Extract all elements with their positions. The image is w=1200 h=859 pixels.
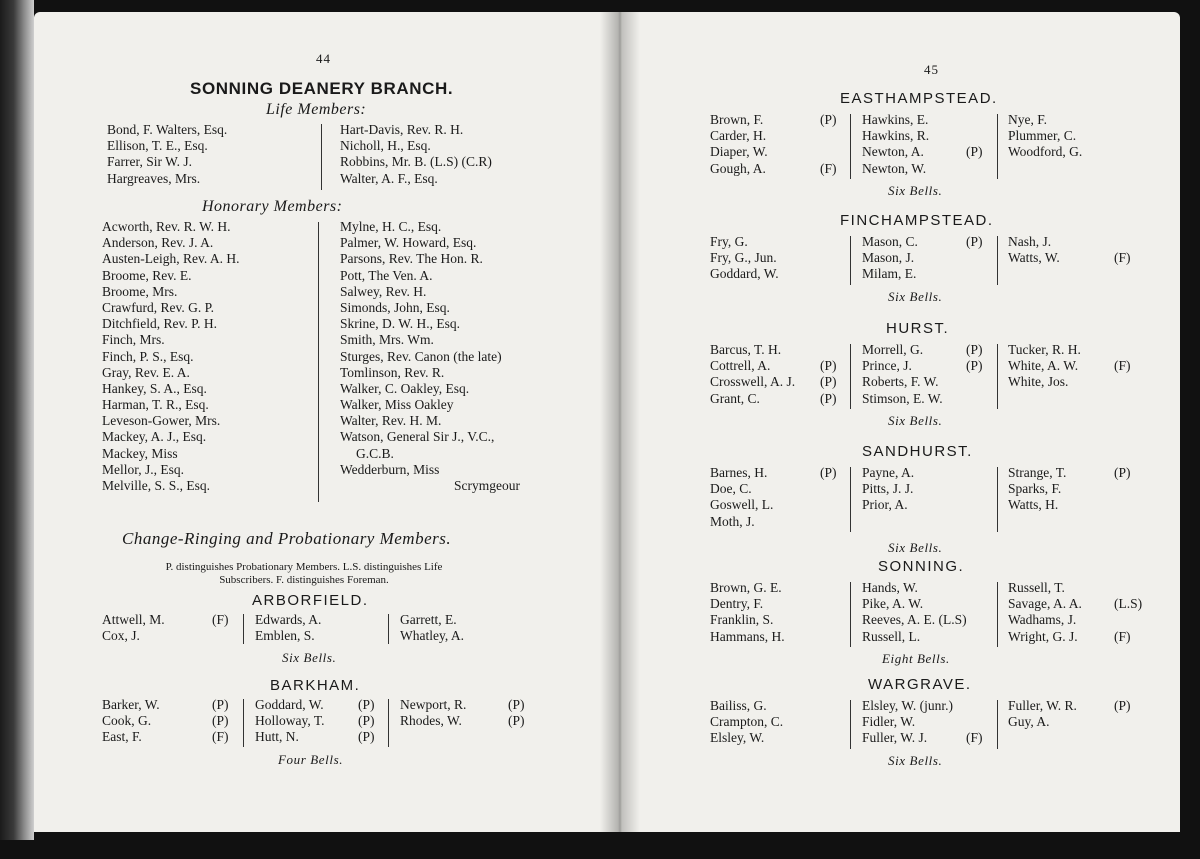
legend-line: Subscribers. F. distinguishes Foreman.: [219, 574, 389, 586]
member-name: Ditchfield, Rev. P. H.: [102, 316, 217, 332]
member-mark: (F): [1114, 250, 1131, 266]
member-mark: (P): [508, 713, 525, 729]
member-name: Hammans, H.: [710, 628, 785, 644]
member-mark: (P): [508, 697, 525, 712]
member-name: Walker, Miss Oakley: [340, 397, 454, 413]
member-name: Watts, H.: [1008, 497, 1059, 513]
finchampstead-col2-marks: [966, 234, 983, 283]
member-name: Whatley, A.: [400, 628, 464, 644]
member-name: Crampton, C.: [710, 714, 784, 730]
arborfield-col1-marks: [212, 612, 229, 644]
member-name: Harman, T. R., Esq.: [102, 397, 209, 413]
member-name: Mellor, J., Esq.: [102, 461, 184, 477]
member-name: Parsons, Rev. The Hon. R.: [340, 251, 483, 267]
member-name: Pott, The Ven. A.: [340, 267, 433, 283]
finchampstead-col3: [1008, 234, 1060, 266]
member-name: Rhodes, W.: [400, 713, 462, 729]
right-page: [620, 12, 1180, 832]
member-name: Hart-Davis, Rev. R. H.: [340, 122, 464, 137]
member-name: Goddard, W.: [710, 266, 779, 282]
finchampstead-col3-marks: [1114, 234, 1131, 266]
sonning-col3-marks: [1114, 580, 1142, 645]
member-mark: (L.S): [1114, 596, 1143, 612]
member-name: Elsley, W. (junr.): [862, 698, 953, 713]
member-mark: (P): [966, 342, 983, 357]
member-name: Diaper, W.: [710, 144, 768, 160]
easthampstead-col2-marks: [966, 112, 983, 177]
parish-heading-barkham: BARKHAM.: [270, 677, 361, 694]
member-name: Walter, A. F., Esq.: [340, 170, 438, 186]
member-mark: [820, 342, 837, 358]
hurst-col2: [862, 342, 943, 407]
member-mark: [820, 481, 837, 497]
member-name: Fuller, W. J.: [862, 730, 928, 746]
hurst-col3: [1008, 342, 1081, 391]
member-name: Walker, C. Oakley, Esq.: [340, 380, 470, 396]
member-name: Cook, G.: [102, 713, 152, 729]
bells-note: Four Bells.: [278, 752, 344, 767]
arborfield-col1: [102, 612, 165, 644]
hurst-col1: [710, 342, 795, 407]
member-name: Watts, W.: [1008, 250, 1060, 266]
member-name: Brown, G. E.: [710, 580, 782, 595]
bells-note: Six Bells.: [888, 412, 943, 428]
bells-note: Six Bells.: [282, 650, 337, 665]
left-page: [34, 12, 620, 832]
member-mark: [1114, 342, 1131, 358]
wargrave-col2-marks: [966, 698, 983, 747]
column-rule: [997, 344, 998, 409]
member-name: Stimson, E. W.: [862, 390, 943, 406]
member-mark: [1114, 612, 1142, 628]
legend-note: [74, 561, 534, 587]
member-mark: (F): [1114, 628, 1131, 644]
member-mark: [820, 144, 837, 160]
member-name: Barker, W.: [102, 697, 160, 712]
hurst-col1-marks: [820, 342, 837, 407]
sandhurst-col3: [1008, 465, 1066, 514]
member-name: Plummer, C.: [1008, 128, 1077, 144]
member-name: Melville, S. S., Esq.: [102, 478, 211, 493]
member-name: Strange, T.: [1008, 465, 1067, 480]
member-name: Farrer, Sir W. J.: [107, 154, 192, 170]
wargrave-col3-marks: [1114, 698, 1131, 730]
member-name: Hawkins, E.: [862, 112, 929, 127]
sandhurst-col3-marks: [1114, 465, 1131, 514]
member-name: Mackey, A. J., Esq.: [102, 429, 207, 445]
member-name: Broome, Rev. E.: [102, 267, 192, 283]
member-name: Ellison, T. E., Esq.: [107, 138, 208, 154]
member-name: Franklin, S.: [710, 612, 774, 628]
member-name: Sparks, F.: [1008, 481, 1062, 497]
bells-note: Six Bells.: [888, 752, 943, 768]
member-mark: (P): [1114, 698, 1131, 713]
life-members-col1: [107, 122, 227, 187]
member-name: Austen-Leigh, Rev. A. H.: [102, 251, 240, 267]
member-name: Mason, J.: [862, 250, 915, 266]
sandhurst-col2: [862, 465, 914, 514]
arborfield-col2: [255, 612, 321, 644]
member-mark: [966, 698, 983, 714]
member-name: Salwey, Rev. H.: [340, 283, 427, 299]
member-name: Woodford, G.: [1008, 144, 1083, 160]
parish-heading-wargrave: WARGRAVE.: [868, 676, 972, 693]
member-mark: (P): [358, 713, 375, 729]
member-mark: (F): [966, 730, 983, 746]
member-mark: [1114, 580, 1142, 596]
member-name: Smith, Mrs. Wm.: [340, 332, 434, 348]
column-rule: [997, 582, 998, 647]
member-name: Doe, C.: [710, 481, 752, 497]
member-name: Goswell, L.: [710, 497, 774, 513]
member-name: Hankey, S. A., Esq.: [102, 380, 207, 396]
member-name: Mylne, H. C., Esq.: [340, 219, 442, 234]
member-name: Finch, Mrs.: [102, 332, 165, 348]
member-name: Moth, J.: [710, 513, 755, 529]
column-rule: [997, 467, 998, 532]
member-mark: (P): [820, 358, 837, 374]
arborfield-col3: [400, 612, 464, 644]
sonning-col3: [1008, 580, 1082, 645]
member-name: Sturges, Rev. Canon (the late): [340, 348, 502, 364]
life-members-col2: [340, 122, 492, 187]
column-rule: [997, 236, 998, 285]
column-rule: [388, 699, 389, 747]
member-name: Hawkins, R.: [862, 128, 930, 144]
member-mark: (P): [966, 234, 983, 249]
member-name: Milam, E.: [862, 266, 917, 282]
member-name: Mason, C.: [862, 234, 918, 249]
bells-note: Eight Bells.: [882, 650, 950, 666]
column-rule: [243, 614, 244, 644]
hurst-col3-marks: [1114, 342, 1131, 391]
parish-heading-sandhurst: SANDHURST.: [862, 443, 973, 460]
member-name: White, Jos.: [1008, 374, 1069, 390]
member-mark: (P): [820, 390, 837, 406]
member-name: Nye, F.: [1008, 112, 1048, 127]
member-name: Morrell, G.: [862, 342, 924, 357]
member-mark: (P): [212, 697, 229, 712]
member-name: Mackey, Miss: [102, 445, 178, 461]
member-name: Skrine, D. W. H., Esq.: [340, 316, 461, 332]
member-name: Garrett, E.: [400, 612, 457, 627]
barkham-col1: [102, 697, 160, 746]
member-mark: [1114, 481, 1131, 497]
member-mark: [1114, 497, 1131, 513]
column-rule: [243, 699, 244, 747]
wargrave-col1: [710, 698, 783, 747]
member-name: Grant, C.: [710, 390, 760, 406]
member-name: Russell, T.: [1008, 580, 1065, 595]
easthampstead-col1-marks: [820, 112, 837, 177]
bells-note: Six Bells.: [888, 182, 943, 198]
member-mark: [966, 128, 983, 144]
wargrave-col3: [1008, 698, 1077, 730]
member-mark: [1114, 374, 1131, 390]
member-name: Fry, G., Jun.: [710, 250, 777, 266]
member-mark: (P): [1114, 465, 1131, 480]
member-name: Fidler, W.: [862, 714, 916, 730]
finchampstead-col1: [710, 234, 779, 283]
barkham-col3: [400, 697, 466, 729]
honorary-members-col1: [102, 219, 239, 494]
member-name: Fuller, W. R.: [1008, 698, 1077, 713]
member-name: Prior, A.: [862, 497, 908, 513]
hurst-col2-marks: [966, 342, 983, 407]
member-name: Prince, J.: [862, 358, 912, 374]
member-name: Finch, P. S., Esq.: [102, 348, 194, 364]
parish-heading-hurst: HURST.: [886, 320, 950, 337]
page-number: 45: [924, 62, 939, 77]
member-mark: [966, 374, 983, 390]
parish-heading-sonning: SONNING.: [878, 558, 965, 575]
member-mark: [966, 266, 983, 282]
wargrave-col2: [862, 698, 953, 747]
member-name: Pitts, J. J.: [862, 481, 914, 497]
column-rule: [318, 222, 319, 502]
member-name: Roberts, F. W.: [862, 374, 939, 390]
legend-line: P. distinguishes Probationary Members. L.S. distinguishes Life: [165, 561, 443, 573]
member-name: Carder, H.: [710, 128, 767, 144]
member-mark: [966, 391, 983, 407]
member-name: Gray, Rev. E. A.: [102, 364, 190, 380]
member-mark: (P): [966, 358, 983, 374]
member-name: Walter, Rev. H. M.: [340, 413, 442, 429]
member-name: Edwards, A.: [255, 612, 322, 627]
member-name: East, F.: [102, 729, 142, 745]
honorary-members-heading: Honorary Members:: [202, 198, 343, 215]
book-edge: [0, 0, 34, 840]
member-name: Hands, W.: [862, 580, 918, 595]
member-name: Watson, General Sir J., V.C.,: [340, 429, 495, 445]
member-mark: [966, 250, 983, 266]
member-name: Wright, G. J.: [1008, 628, 1078, 644]
member-name: Dentry, F.: [710, 596, 764, 612]
easthampstead-col1: [710, 112, 768, 177]
member-name: Goddard, W.: [255, 697, 324, 712]
member-name: Nash, J.: [1008, 234, 1052, 249]
member-name: Hutt, N.: [255, 729, 299, 745]
column-rule: [997, 114, 998, 179]
sonning-col1: [710, 580, 785, 645]
member-mark: (P): [212, 713, 229, 729]
member-name: Cox, J.: [102, 628, 140, 644]
sandhurst-col1-marks: [820, 465, 837, 530]
honorary-members-col2: [340, 219, 520, 494]
member-name: Bond, F. Walters, Esq.: [107, 122, 228, 137]
column-rule: [321, 124, 322, 190]
member-mark: (P): [820, 112, 837, 127]
member-name: Newton, W.: [862, 160, 927, 176]
parish-heading-finchampstead: FINCHAMPSTEAD.: [840, 212, 994, 229]
member-mark: (P): [358, 729, 375, 745]
member-mark: (F): [212, 729, 229, 745]
column-rule: [850, 467, 851, 532]
barkham-col1-marks: [212, 697, 229, 746]
member-name: Newport, R.: [400, 697, 467, 712]
member-name: Crawfurd, Rev. G. P.: [102, 299, 214, 315]
barkham-col2-marks: [358, 697, 375, 746]
member-name: Anderson, Rev. J. A.: [102, 235, 214, 251]
member-name: Emblen, S.: [255, 628, 315, 644]
member-name: Newton, A.: [862, 144, 924, 160]
member-name: Acworth, Rev. R. W. H.: [102, 219, 231, 234]
barkham-col2: [255, 697, 325, 746]
member-name: Tomlinson, Rev. R.: [340, 364, 445, 380]
member-name: Elsley, W.: [710, 730, 765, 746]
member-mark: (P): [820, 465, 837, 480]
sandhurst-col1: [710, 465, 773, 530]
member-name: Broome, Mrs.: [102, 283, 178, 299]
member-name: Fry, G.: [710, 234, 748, 249]
member-mark: (P): [358, 697, 375, 712]
member-mark: (P): [966, 144, 983, 160]
member-name: White, A. W.: [1008, 358, 1079, 374]
member-name: Pike, A. W.: [862, 596, 924, 612]
bells-note: Six Bells.: [888, 288, 943, 304]
member-mark: (F): [212, 612, 229, 627]
change-ringing-heading: Change-Ringing and Probationary Members.: [122, 529, 452, 548]
finchampstead-col2: [862, 234, 918, 283]
member-mark: [966, 714, 983, 730]
member-name: Palmer, W. Howard, Esq.: [340, 235, 477, 251]
member-name: Wadhams, J.: [1008, 612, 1077, 628]
column-rule: [850, 344, 851, 409]
member-name: Barcus, T. H.: [710, 342, 782, 357]
member-name: Hargreaves, Mrs.: [107, 170, 201, 186]
member-mark: [820, 128, 837, 144]
easthampstead-col2: [862, 112, 929, 177]
member-mark: [966, 161, 983, 177]
page-title: SONNING DEANERY BRANCH.: [190, 79, 454, 98]
member-mark: [966, 112, 983, 128]
column-rule: [388, 614, 389, 644]
member-name: Wedderburn, Miss: [340, 461, 440, 477]
column-rule: [850, 236, 851, 285]
member-name: Barnes, H.: [710, 465, 768, 480]
column-rule: [850, 114, 851, 179]
barkham-col3-marks: [508, 697, 525, 729]
member-name: Simonds, John, Esq.: [340, 299, 450, 315]
member-name: Nicholl, H., Esq.: [340, 138, 431, 154]
member-mark: [820, 497, 837, 513]
member-name: Payne, A.: [862, 465, 915, 480]
page-number: 44: [316, 51, 331, 66]
member-mark: (F): [820, 160, 837, 176]
life-members-heading: Life Members:: [266, 101, 367, 118]
member-name: Crosswell, A. J.: [710, 374, 796, 390]
parish-heading-easthampstead: EASTHAMPSTEAD.: [840, 90, 998, 107]
member-name: Reeves, A. E. (L.S): [862, 612, 967, 628]
bells-note: Six Bells.: [888, 539, 943, 555]
member-name: Gough, A.: [710, 160, 766, 176]
book-gutter: [600, 12, 640, 832]
member-name: Cottrell, A.: [710, 358, 771, 374]
column-rule: [850, 700, 851, 749]
member-mark: [1114, 234, 1131, 250]
member-name: G.C.B.: [356, 445, 394, 461]
member-name: Bailiss, G.: [710, 698, 767, 713]
member-name: Leveson-Gower, Mrs.: [102, 413, 221, 429]
member-mark: (P): [820, 374, 837, 390]
member-name: Holloway, T.: [255, 713, 325, 729]
member-mark: (F): [1114, 358, 1131, 374]
easthampstead-col3: [1008, 112, 1082, 161]
parish-heading-arborfield: ARBORFIELD.: [252, 592, 369, 609]
member-name: Attwell, M.: [102, 612, 165, 627]
member-name: Scrymgeour: [454, 478, 520, 493]
member-name: Tucker, R. H.: [1008, 342, 1081, 357]
member-name: Russell, L.: [862, 628, 921, 644]
member-mark: [1114, 714, 1131, 730]
sonning-col2: [862, 580, 967, 645]
member-name: Guy, A.: [1008, 714, 1050, 730]
member-name: Robbins, Mr. B. (L.S) (C.R): [340, 154, 492, 170]
column-rule: [850, 582, 851, 647]
column-rule: [997, 700, 998, 749]
member-name: Savage, A. A.: [1008, 596, 1082, 612]
member-name: Brown, F.: [710, 112, 764, 127]
member-mark: [820, 514, 837, 530]
member-mark: [212, 628, 229, 644]
